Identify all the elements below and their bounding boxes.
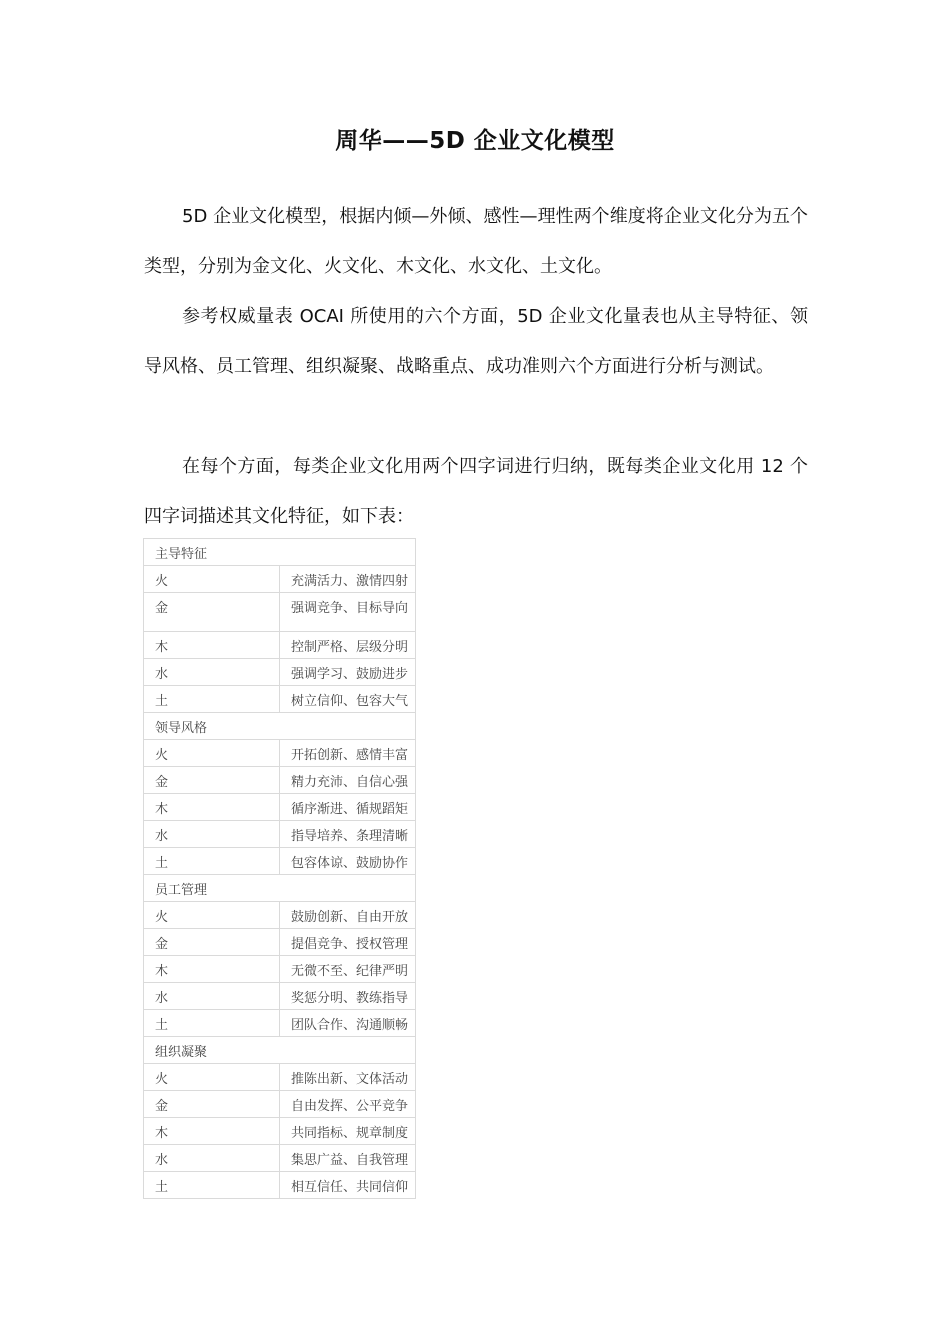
culture-feature-table bbox=[143, 538, 416, 1199]
element-cell: 木 bbox=[144, 632, 280, 659]
table-row bbox=[144, 632, 416, 659]
description-cell: 无微不至、纪律严明 bbox=[280, 956, 416, 983]
section-header-row bbox=[144, 1037, 416, 1064]
section-header: 主导特征 bbox=[144, 539, 416, 566]
table-row bbox=[144, 566, 416, 593]
section-header: 员工管理 bbox=[144, 875, 416, 902]
description-cell: 自由发挥、公平竞争 bbox=[280, 1091, 416, 1118]
table-row bbox=[144, 848, 416, 875]
element-cell: 火 bbox=[144, 566, 280, 593]
table-row bbox=[144, 659, 416, 686]
table-row bbox=[144, 1010, 416, 1037]
element-cell: 火 bbox=[144, 902, 280, 929]
table-row bbox=[144, 767, 416, 794]
intro-paragraph: 5D 企业文化模型，根据内倾—外倾、感性—理性两个维度将企业文化分为五个类型，分别为金文化、火文化、木文化、水文化、土文化。 bbox=[144, 206, 808, 277]
element-cell: 木 bbox=[144, 956, 280, 983]
section-header-row bbox=[144, 539, 416, 566]
element-cell: 土 bbox=[144, 1010, 280, 1037]
description-cell: 充满活力、激情四射 bbox=[280, 566, 416, 593]
table-row bbox=[144, 1172, 416, 1199]
element-cell: 木 bbox=[144, 1118, 280, 1145]
description-cell: 奖惩分明、教练指导 bbox=[280, 983, 416, 1010]
description-cell: 强调学习、鼓励进步 bbox=[280, 659, 416, 686]
table-row bbox=[144, 1064, 416, 1091]
description-cell: 指导培养、条理清晰 bbox=[280, 821, 416, 848]
table-row bbox=[144, 983, 416, 1010]
description-cell: 集思广益、自我管理 bbox=[280, 1145, 416, 1172]
element-cell: 金 bbox=[144, 593, 280, 632]
element-cell: 金 bbox=[144, 929, 280, 956]
description-cell: 共同指标、规章制度 bbox=[280, 1118, 416, 1145]
ocai-paragraph: 参考权威量表 OCAI 所使用的六个方面，5D 企业文化量表也从主导特征、领导风格、员工管理、组织凝聚、战略重点、成功准则六个方面进行分析与测试。 bbox=[144, 306, 808, 377]
description-cell: 树立信仰、包容大气 bbox=[280, 686, 416, 713]
table-intro-paragraph: 在每个方面，每类企业文化用两个四字词进行归纳，既每类企业文化用 12 个四字词描述其文化特征，如下表： bbox=[144, 456, 808, 527]
description-cell: 团队合作、沟通顺畅 bbox=[280, 1010, 416, 1037]
element-cell: 火 bbox=[144, 740, 280, 767]
table-row bbox=[144, 956, 416, 983]
element-cell: 金 bbox=[144, 767, 280, 794]
description-cell: 控制严格、层级分明 bbox=[280, 632, 416, 659]
table-row bbox=[144, 593, 416, 632]
element-cell: 土 bbox=[144, 848, 280, 875]
element-cell: 水 bbox=[144, 983, 280, 1010]
element-cell: 火 bbox=[144, 1064, 280, 1091]
element-cell: 水 bbox=[144, 659, 280, 686]
description-cell: 循序渐进、循规蹈矩 bbox=[280, 794, 416, 821]
element-cell: 金 bbox=[144, 1091, 280, 1118]
element-cell: 水 bbox=[144, 1145, 280, 1172]
table-row bbox=[144, 1145, 416, 1172]
description-cell: 精力充沛、自信心强 bbox=[280, 767, 416, 794]
document-title: 周华——5D 企业文化模型 bbox=[335, 128, 615, 154]
table-row bbox=[144, 794, 416, 821]
element-cell: 土 bbox=[144, 1172, 280, 1199]
table-row bbox=[144, 929, 416, 956]
section-header-row bbox=[144, 875, 416, 902]
description-cell: 相互信任、共同信仰 bbox=[280, 1172, 416, 1199]
description-cell: 强调竞争、目标导向 bbox=[280, 593, 416, 632]
description-cell: 包容体谅、鼓励协作 bbox=[280, 848, 416, 875]
table-row bbox=[144, 740, 416, 767]
section-header: 组织凝聚 bbox=[144, 1037, 416, 1064]
table-row bbox=[144, 902, 416, 929]
section-header: 领导风格 bbox=[144, 713, 416, 740]
section-header-row bbox=[144, 713, 416, 740]
description-cell: 鼓励创新、自由开放 bbox=[280, 902, 416, 929]
element-cell: 水 bbox=[144, 821, 280, 848]
table-row bbox=[144, 821, 416, 848]
description-cell: 推陈出新、文体活动 bbox=[280, 1064, 416, 1091]
element-cell: 木 bbox=[144, 794, 280, 821]
element-cell: 土 bbox=[144, 686, 280, 713]
table-row bbox=[144, 1118, 416, 1145]
table-row bbox=[144, 686, 416, 713]
description-cell: 开拓创新、感情丰富 bbox=[280, 740, 416, 767]
table-row bbox=[144, 1091, 416, 1118]
description-cell: 提倡竞争、授权管理 bbox=[280, 929, 416, 956]
